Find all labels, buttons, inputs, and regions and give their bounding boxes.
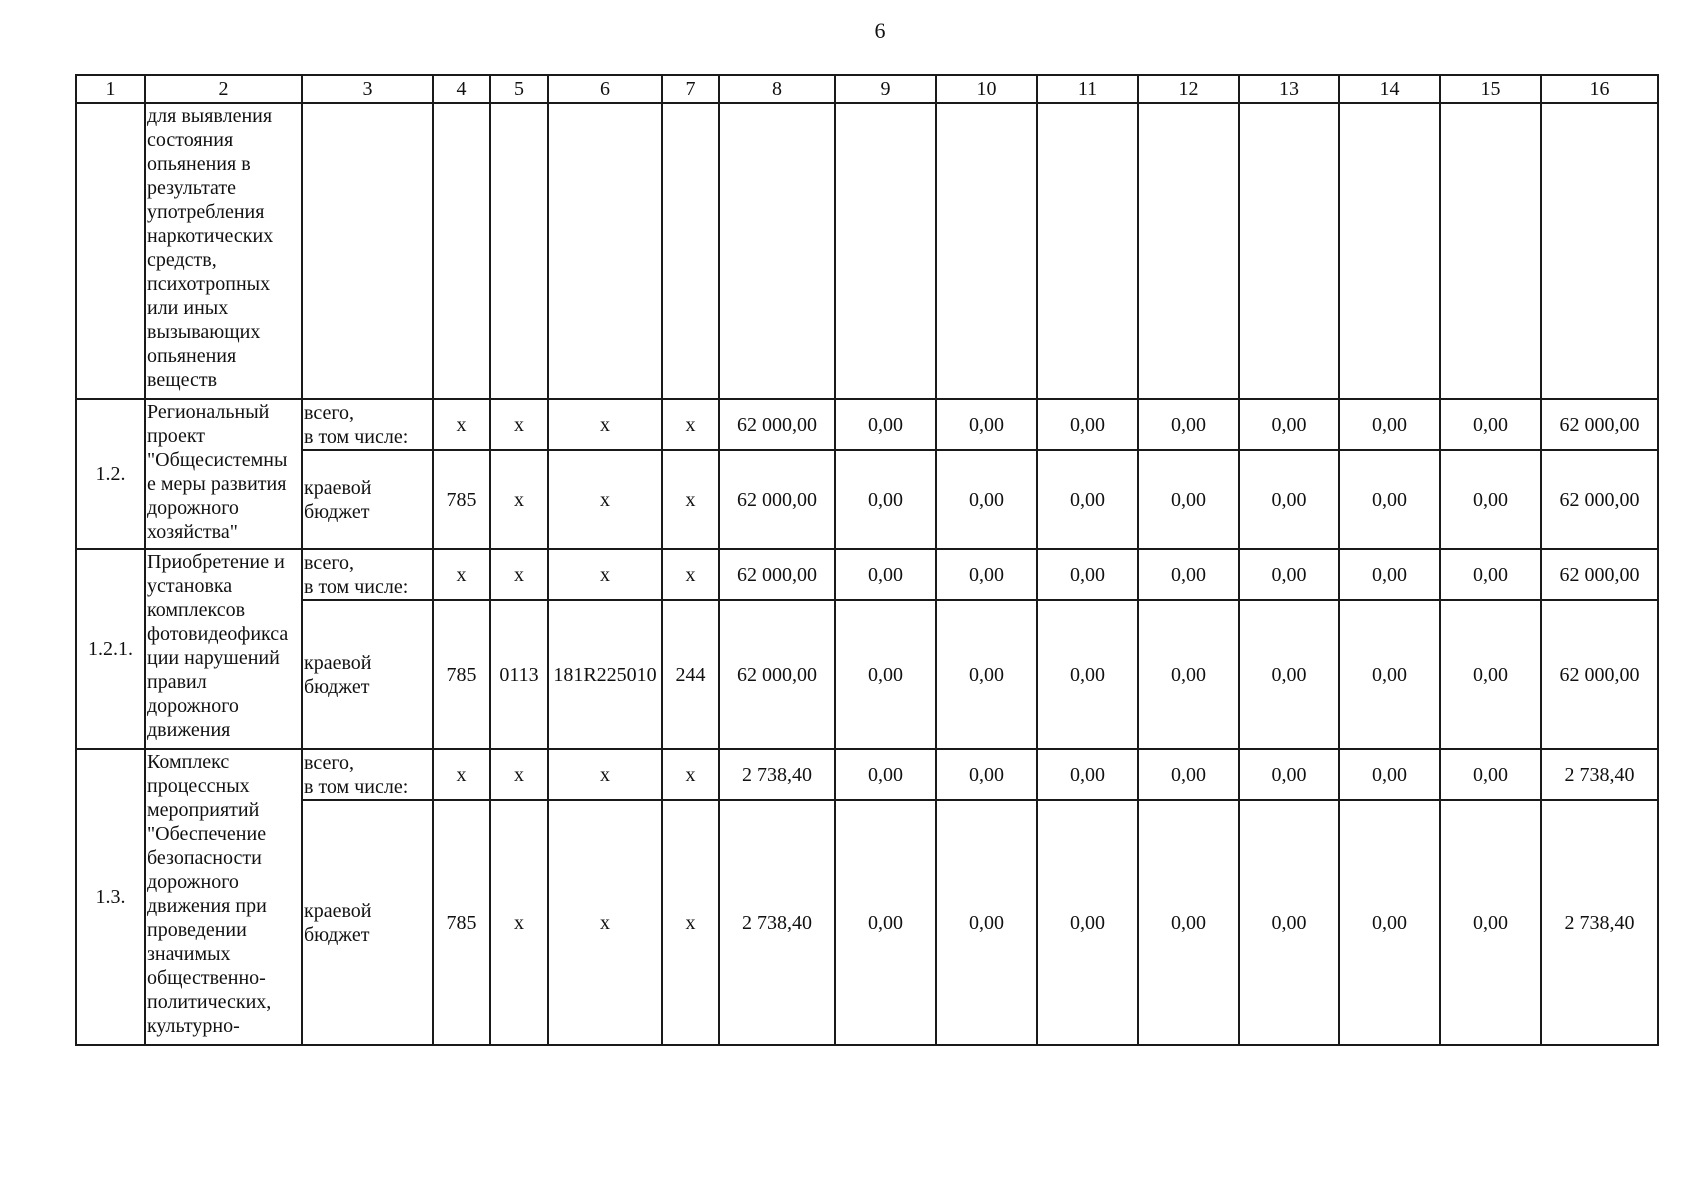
cell-c12: 0,00	[1138, 549, 1239, 600]
cell-c7: x	[662, 800, 719, 1045]
table-cell	[76, 103, 145, 399]
cell-c6: x	[548, 749, 662, 800]
cell-c15: 0,00	[1440, 600, 1541, 749]
cell-c16: 2 738,40	[1541, 749, 1658, 800]
cell-c4: 785	[433, 800, 490, 1045]
cell-c16: 62 000,00	[1541, 450, 1658, 549]
cell-c9: 0,00	[835, 749, 936, 800]
cell-c16: 62 000,00	[1541, 549, 1658, 600]
budget-table	[75, 74, 1659, 1046]
cell-c8: 2 738,40	[719, 800, 835, 1045]
cell-c15: 0,00	[1440, 450, 1541, 549]
cell-c9: 0,00	[835, 600, 936, 749]
cell-c12: 0,00	[1138, 450, 1239, 549]
cell-c4: x	[433, 549, 490, 600]
column-header: 1	[76, 75, 145, 103]
cell-c14: 0,00	[1339, 399, 1440, 450]
cell-c13: 0,00	[1239, 450, 1339, 549]
cell-c12: 0,00	[1138, 399, 1239, 450]
funding-source: всего, в том числе:	[302, 399, 433, 450]
table-row	[76, 600, 1658, 749]
cell-c10: 0,00	[936, 399, 1037, 450]
funding-source: краевой бюджет	[302, 800, 433, 1045]
table-cell	[835, 103, 936, 399]
table-row	[76, 549, 1658, 600]
column-header: 5	[490, 75, 548, 103]
cell-c5: x	[490, 549, 548, 600]
cell-c11: 0,00	[1037, 600, 1138, 749]
cell-c15: 0,00	[1440, 549, 1541, 600]
cell-c16: 62 000,00	[1541, 399, 1658, 450]
cell-c9: 0,00	[835, 399, 936, 450]
continuation-row	[76, 103, 1658, 399]
cell-c13: 0,00	[1239, 800, 1339, 1045]
cell-c5: x	[490, 800, 548, 1045]
column-header: 15	[1440, 75, 1541, 103]
cell-c16: 2 738,40	[1541, 800, 1658, 1045]
cell-c7: x	[662, 549, 719, 600]
cell-c10: 0,00	[936, 549, 1037, 600]
cell-c15: 0,00	[1440, 749, 1541, 800]
cell-c9: 0,00	[835, 800, 936, 1045]
table-cell	[1339, 103, 1440, 399]
cell-c14: 0,00	[1339, 549, 1440, 600]
cell-c11: 0,00	[1037, 549, 1138, 600]
cell-c10: 0,00	[936, 749, 1037, 800]
column-header: 3	[302, 75, 433, 103]
table-cell	[1037, 103, 1138, 399]
page-number: 6	[874, 18, 886, 43]
cell-c7: 244	[662, 600, 719, 749]
table-cell	[1138, 103, 1239, 399]
cell-c14: 0,00	[1339, 450, 1440, 549]
funding-source: всего, в том числе:	[302, 749, 433, 800]
table-cell	[433, 103, 490, 399]
column-header: 10	[936, 75, 1037, 103]
table-cell	[1541, 103, 1658, 399]
item-name: Комплекс процессных мероприятий "Обеспечение безопасности дорожного движения при проведении значимых общественно- политических, культурно-	[145, 749, 302, 1045]
funding-source: краевой бюджет	[302, 450, 433, 549]
cell-c14: 0,00	[1339, 600, 1440, 749]
cell-c6: x	[548, 549, 662, 600]
column-header: 12	[1138, 75, 1239, 103]
item-name: Приобретение и установка комплексов фотовидеофикса ции нарушений правил дорожного движения	[145, 549, 302, 749]
cell-c11: 0,00	[1037, 749, 1138, 800]
cell-c8: 62 000,00	[719, 399, 835, 450]
table-cell	[1440, 103, 1541, 399]
table-row	[76, 450, 1658, 549]
cell-c15: 0,00	[1440, 399, 1541, 450]
funding-source: всего, в том числе:	[302, 549, 433, 600]
cell-c5: x	[490, 450, 548, 549]
item-number: 1.2.	[76, 399, 145, 549]
cell-c7: x	[662, 450, 719, 549]
table-row	[76, 399, 1658, 450]
cell-c13: 0,00	[1239, 749, 1339, 800]
column-header: 16	[1541, 75, 1658, 103]
table-cell	[719, 103, 835, 399]
cell-c8: 2 738,40	[719, 749, 835, 800]
cell-c10: 0,00	[936, 600, 1037, 749]
cell-c12: 0,00	[1138, 800, 1239, 1045]
cell-c4: x	[433, 399, 490, 450]
cell-c7: x	[662, 399, 719, 450]
cell-c4: 785	[433, 450, 490, 549]
cell-c9: 0,00	[835, 450, 936, 549]
cell-c14: 0,00	[1339, 749, 1440, 800]
cell-c4: x	[433, 749, 490, 800]
cell-c11: 0,00	[1037, 450, 1138, 549]
cell-c6: 181R225010	[548, 600, 662, 749]
column-header: 14	[1339, 75, 1440, 103]
cell-c6: x	[548, 450, 662, 549]
column-header: 11	[1037, 75, 1138, 103]
table-cell	[490, 103, 548, 399]
cell-c15: 0,00	[1440, 800, 1541, 1045]
cell-c5: 0113	[490, 600, 548, 749]
item-number: 1.3.	[76, 749, 145, 1045]
column-header: 13	[1239, 75, 1339, 103]
cell-c5: x	[490, 749, 548, 800]
table-cell	[1239, 103, 1339, 399]
cell-c8: 62 000,00	[719, 600, 835, 749]
cell-c12: 0,00	[1138, 600, 1239, 749]
item-name: Региональный проект "Общесистемны е меры развития дорожного хозяйства"	[145, 399, 302, 549]
cell-c8: 62 000,00	[719, 549, 835, 600]
column-header: 8	[719, 75, 835, 103]
column-header: 9	[835, 75, 936, 103]
table-cell	[302, 103, 433, 399]
table-row	[76, 800, 1658, 1045]
cell-c16: 62 000,00	[1541, 600, 1658, 749]
table-cell	[662, 103, 719, 399]
table-cell	[936, 103, 1037, 399]
cell-c13: 0,00	[1239, 399, 1339, 450]
cell-c11: 0,00	[1037, 399, 1138, 450]
cell-c13: 0,00	[1239, 600, 1339, 749]
cell-c6: x	[548, 399, 662, 450]
cell-c6: x	[548, 800, 662, 1045]
column-header: 6	[548, 75, 662, 103]
cell-c7: x	[662, 749, 719, 800]
cell-c4: 785	[433, 600, 490, 749]
cell-c8: 62 000,00	[719, 450, 835, 549]
table-cell	[548, 103, 662, 399]
table-row	[76, 749, 1658, 800]
table-header-row	[76, 75, 1658, 103]
cell-c14: 0,00	[1339, 800, 1440, 1045]
cell-c9: 0,00	[835, 549, 936, 600]
cell-c11: 0,00	[1037, 800, 1138, 1045]
cell-c10: 0,00	[936, 450, 1037, 549]
funding-source: краевой бюджет	[302, 600, 433, 749]
column-header: 7	[662, 75, 719, 103]
cell-c10: 0,00	[936, 800, 1037, 1045]
cell-c12: 0,00	[1138, 749, 1239, 800]
column-header: 4	[433, 75, 490, 103]
column-header: 2	[145, 75, 302, 103]
continuation-text: для выявления состояния опьянения в результате употребления наркотических средств, психотропных или иных вызывающих опьянения веществ	[145, 103, 302, 399]
cell-c5: x	[490, 399, 548, 450]
cell-c13: 0,00	[1239, 549, 1339, 600]
item-number: 1.2.1.	[76, 549, 145, 749]
